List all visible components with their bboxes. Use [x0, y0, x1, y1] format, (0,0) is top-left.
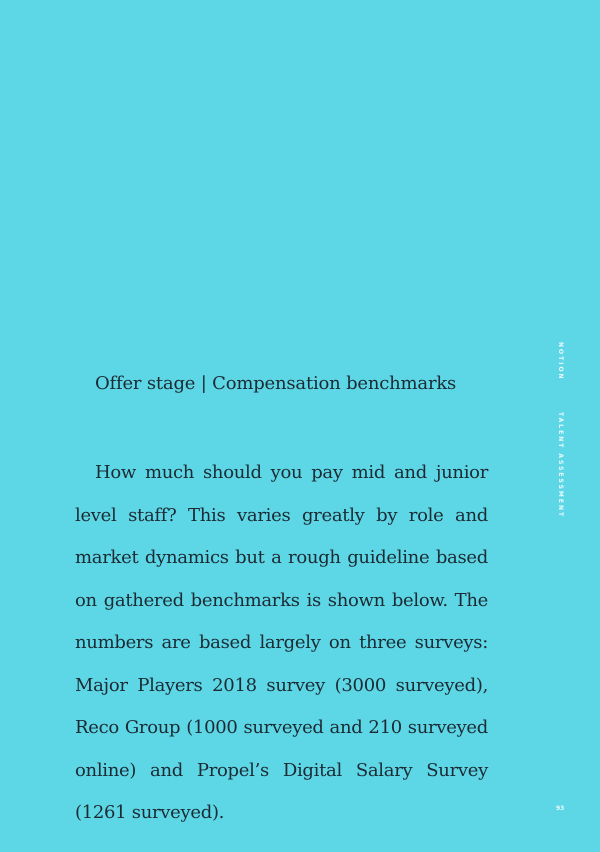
page-number: 93 — [556, 805, 565, 812]
body-paragraph-text: How much should you pay mid and junior level staff? This varies greatly by role and market dynamics but a rough guideline based on gathered benchmarks is shown below. The numbers are based largely on three surveys: Major Players 2018 survey (3000 surveyed), Reco Group (1000 surveyed and 210 surveyed online) and Propel’s Digital Salary Survey (1261 surveyed). — [75, 462, 488, 823]
section-heading: Offer stage | Compensation benchmarks — [95, 373, 457, 394]
section-label: TALENT ASSESSMENT — [557, 412, 564, 519]
brand-label: NOTION — [557, 342, 564, 381]
body-paragraph — [75, 452, 488, 835]
